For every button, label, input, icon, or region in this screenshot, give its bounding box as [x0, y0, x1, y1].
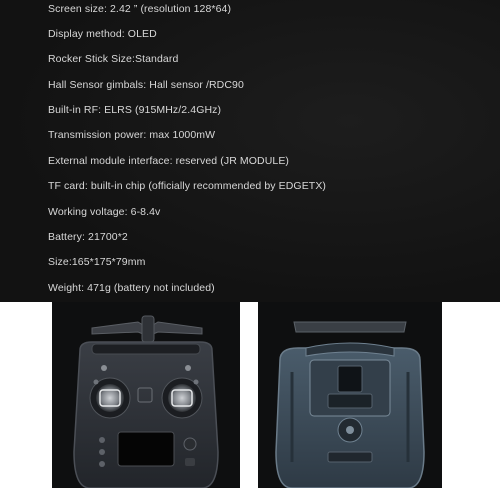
spec-weight: Weight: 471g (battery not included)	[48, 282, 215, 294]
spec-builtin-rf: Built-in RF: ELRS (915MHz/2.4GHz)	[48, 104, 222, 116]
spec-external-module: External module interface: reserved (JR MODULE)	[48, 155, 290, 167]
controller-back-illustration	[258, 302, 442, 488]
front-photo	[52, 302, 240, 488]
spec-display-method: Display method: OLED	[48, 28, 157, 40]
spec-battery: Battery: 21700*2	[48, 231, 128, 243]
spec-tx-power: Transmission power: max 1000mW	[48, 129, 216, 141]
spec-gimbals: Hall Sensor gimbals: Hall sensor /RDC90	[48, 79, 244, 91]
spec-stick-size: Rocker Stick Size:Standard	[48, 53, 179, 65]
spec-size: Size:165*175*79mm	[48, 256, 146, 268]
spec-screen-size: Screen size: 2.42 ” (resolution 128*64)	[48, 3, 232, 15]
spec-voltage: Working voltage: 6-8.4v	[48, 206, 161, 218]
spec-tf-card: TF card: built-in chip (officially recommended by EDGETX)	[48, 180, 327, 192]
back-photo	[258, 302, 442, 488]
controller-front-illustration	[52, 302, 240, 488]
